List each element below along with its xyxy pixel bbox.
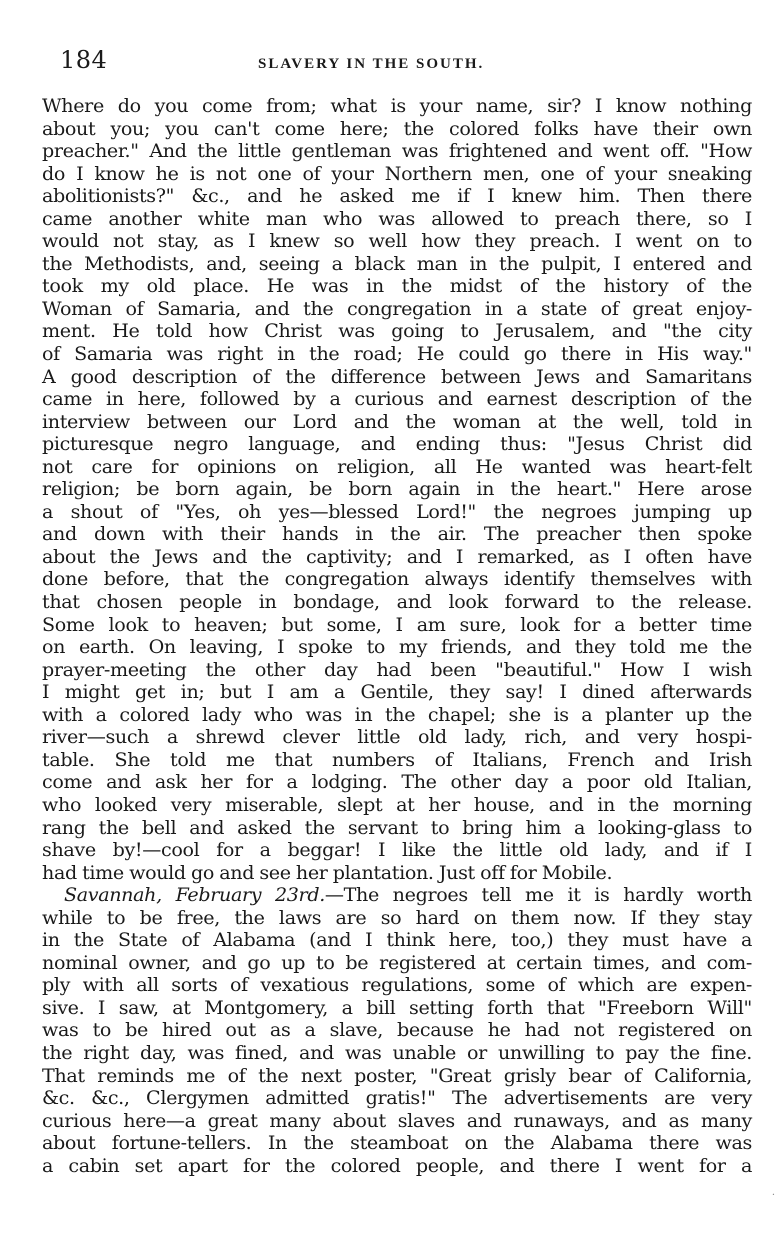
dateline-line: [42, 884, 752, 907]
text-line: in the State of Alabama (and I think here, too,) they must have a: [42, 928, 752, 952]
text-line: about you; you can't come here; the colored folks have their own: [42, 116, 752, 140]
text-line: shave by!—cool for a beggar! I like the little old lady, and if I: [42, 838, 752, 862]
text-line: done before, that the congregation always identify themselves with: [42, 567, 752, 591]
text-line: nominal owner, and go up to be registered at certain times, and com-: [42, 950, 752, 974]
text-line: interview between our Lord and the woman at the well, told in: [42, 409, 752, 433]
dateline: Savannah, February 23rd.: [64, 883, 325, 907]
text-line: about the Jews and the captivity; and I remarked, as I often have: [42, 544, 752, 568]
text-line: Woman of Samaria, and the congregation in a state of great enjoy-: [42, 296, 752, 320]
running-head: SLAVERY IN THE SOUTH.: [258, 56, 485, 72]
text-line: came in here, followed by a curious and earnest description of the: [42, 387, 752, 411]
text-line: about fortune-tellers. In the steamboat on the Alabama there was: [42, 1131, 752, 1155]
text-line: was to be hired out as a slave, because he had not registered on: [42, 1018, 752, 1042]
paragraph-2: [42, 884, 752, 1177]
text-line: I might get in; but I am a Gentile, they say! I dined afterwards: [42, 680, 752, 704]
scan-speck: ·: [771, 1190, 775, 1201]
text-line: Where do you come from; what is your name, sir? I know nothing: [42, 94, 752, 117]
text-line: sive. I saw, at Montgomery, a bill setting forth that "Freeborn Will": [42, 995, 752, 1019]
text-line: That reminds me of the next poster, "Great grisly bear of California,: [42, 1063, 752, 1087]
page-header: [60, 46, 760, 80]
text-line: Some look to heaven; but some, I am sure, look for a better time: [42, 612, 752, 636]
text-line: of Samaria was right in the road; He could go there in His way.": [42, 342, 752, 366]
text-line: rang the bell and asked the servant to bring him a looking-glass to: [42, 815, 752, 839]
body-text: [42, 95, 752, 1177]
text-line: not care for opinions on religion, all He wanted was heart-felt: [42, 454, 752, 478]
text-line: while to be free, the laws are so hard on them now. If they stay: [42, 905, 752, 929]
text-line: table. She told me that numbers of Italians, French and Irish: [42, 747, 752, 771]
text-line: on earth. On leaving, I spoke to my friends, and they told me the: [42, 635, 752, 659]
page-number: 184: [60, 46, 108, 74]
text-line: a cabin set apart for the colored people, and there I went for a: [42, 1153, 752, 1177]
text-line: &c. &c., Clergymen admitted gratis!" The advertisements are very: [42, 1086, 752, 1110]
text-line: that chosen people in bondage, and look forward to the release.: [42, 590, 752, 614]
text-line: curious here—a great many about slaves and runaways, and as many: [42, 1108, 752, 1132]
text-line: who looked very miserable, slept at her house, and in the morning: [42, 792, 752, 816]
text-line: come and ask her for a lodging. The other day a poor old Italian,: [42, 770, 752, 794]
text-line: ply with all sorts of vexatious regulations, some of which are expen-: [42, 973, 752, 997]
paragraph-1: [42, 95, 752, 884]
text-line: a shout of "Yes, oh yes—blessed Lord!" the negroes jumping up: [42, 499, 752, 523]
text-line: do I know he is not one of your Northern men, one of your sneaking: [42, 161, 752, 185]
text-line: prayer-meeting the other day had been "beautiful." How I wish: [42, 657, 752, 681]
text-fragment: —The negroes tell me it is hardly worth: [324, 883, 752, 907]
text-line: had time would go and see her plantation. Just off for Mobile.: [42, 860, 613, 884]
text-line: with a colored lady who was in the chapel; she is a planter up the: [42, 702, 752, 726]
text-line: abolitionists?" &c., and he asked me if I knew him. Then there: [42, 184, 752, 208]
text-line: preacher." And the little gentleman was frightened and went off. "How: [42, 139, 752, 163]
text-line: religion; be born again, be born again in the heart." Here arose: [42, 477, 752, 501]
text-line: the Methodists, and, seeing a black man in the pulpit, I entered and: [42, 251, 752, 275]
text-line: ment. He told how Christ was going to Jerusalem, and "the city: [42, 319, 752, 343]
text-line: and down with their hands in the air. The preacher then spoke: [42, 522, 752, 546]
text-line: the right day, was fined, and was unable or unwilling to pay the fine.: [42, 1040, 752, 1064]
text-line: would not stay, as I knew so well how they preach. I went on to: [42, 229, 752, 253]
text-line: came another white man who was allowed to preach there, so I: [42, 206, 752, 230]
text-line: A good description of the difference between Jews and Samaritans: [42, 364, 752, 388]
text-line: picturesque negro language, and ending thus: "Jesus Christ did: [42, 432, 752, 456]
text-line: river—such a shrewd clever little old lady, rich, and very hospi-: [42, 725, 752, 749]
text-line: took my old place. He was in the midst of the history of the: [42, 274, 752, 298]
